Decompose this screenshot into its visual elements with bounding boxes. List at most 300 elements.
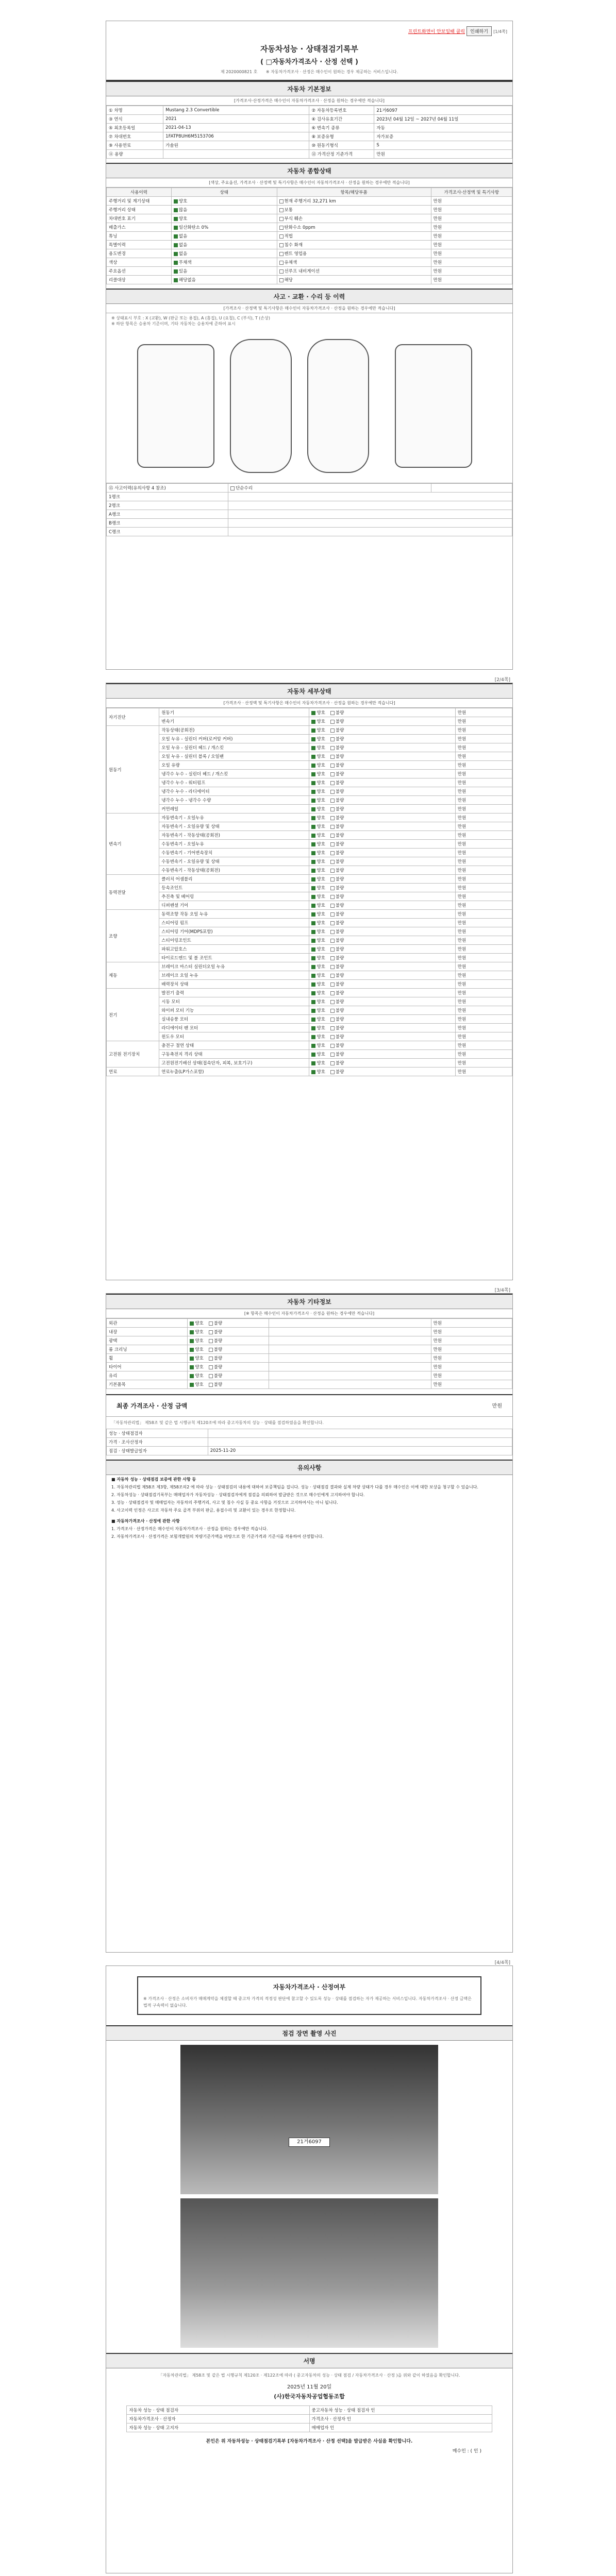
good-checkbox[interactable] — [311, 728, 315, 733]
detail-state — [309, 796, 455, 805]
detail-fee: 만원 — [455, 1032, 512, 1041]
detail-fee: 만원 — [455, 936, 512, 945]
etc-bad-checkbox[interactable] — [209, 1321, 213, 1326]
good-checkbox[interactable] — [311, 1009, 315, 1013]
detail-fee: 만원 — [455, 761, 512, 770]
status-row — [107, 197, 512, 206]
bad-label: 불량 — [335, 1061, 344, 1066]
detail-state — [309, 910, 455, 919]
good-checkbox[interactable] — [311, 720, 315, 724]
detail-item: 냉각수 누수 - 실린더 헤드 / 개스킷 — [159, 770, 309, 778]
detail-state — [309, 997, 455, 1006]
bad-checkbox[interactable] — [330, 755, 335, 759]
basic-label: ⑤ 최초등록일 — [107, 124, 163, 132]
detail-item: 스티어링 펌프 — [159, 919, 309, 927]
status-text: 탄화수소 0ppm — [284, 225, 315, 230]
etc-fee: 만원 — [431, 1380, 512, 1389]
good-checkbox[interactable] — [311, 1018, 315, 1022]
status-text: 해당없음 — [178, 278, 196, 283]
bad-label: 불량 — [335, 1017, 344, 1022]
status-cell — [171, 258, 277, 267]
detail-fee: 만원 — [455, 910, 512, 919]
good-label: 양호 — [317, 921, 325, 926]
bad-checkbox[interactable] — [330, 939, 335, 943]
bad-checkbox[interactable] — [330, 790, 335, 794]
etc-good-checkbox[interactable] — [190, 1357, 194, 1361]
status-checkbox[interactable] — [279, 199, 284, 204]
detail-group: 고전원 전기장치 — [107, 1041, 159, 1067]
bad-checkbox[interactable] — [330, 1070, 335, 1074]
photo-rear — [180, 2198, 438, 2348]
bad-checkbox[interactable] — [330, 720, 335, 724]
bad-label: 불량 — [335, 956, 344, 961]
bad-checkbox[interactable] — [330, 921, 335, 925]
good-checkbox[interactable] — [311, 921, 315, 925]
detail-item: 자동변속기 - 오일유량 및 상태 — [159, 822, 309, 831]
bad-checkbox[interactable] — [330, 974, 335, 978]
detail-item: 시동 모터 — [159, 997, 309, 1006]
doc-note: ※ 자동차가격조사 · 산정은 매수인이 원하는 경우 제공하는 서비스입니다. — [265, 70, 398, 74]
detail-fee: 만원 — [455, 805, 512, 814]
bad-checkbox[interactable] — [330, 982, 335, 987]
basic-value: 만원 — [374, 150, 512, 159]
good-label: 양호 — [317, 824, 325, 829]
basic-row — [107, 106, 512, 115]
basic-info-table — [106, 106, 512, 159]
bad-checkbox[interactable] — [330, 825, 335, 829]
detail-row — [107, 945, 512, 954]
etc-bad-checkbox[interactable] — [209, 1374, 213, 1378]
detail-fee: 만원 — [455, 927, 512, 936]
bad-checkbox[interactable] — [330, 930, 335, 934]
status-cell — [277, 214, 431, 223]
status-text: 리콜대상 — [109, 278, 126, 283]
etc-detail — [269, 1354, 431, 1363]
bad-label: 불량 — [335, 991, 344, 996]
etc-good-checkbox[interactable] — [190, 1365, 194, 1369]
detail-row — [107, 735, 512, 743]
bad-checkbox[interactable] — [330, 781, 335, 785]
good-label: 양호 — [317, 763, 325, 768]
car-bottom-view — [307, 339, 369, 473]
basic-label: ① 차명 — [107, 106, 163, 115]
status-text: 일산화탄소 0% — [178, 225, 209, 230]
detail-fee: 만원 — [455, 892, 512, 901]
bad-checkbox[interactable] — [330, 1026, 335, 1030]
status-cell — [171, 232, 277, 241]
good-label: 양호 — [317, 1026, 325, 1031]
detail-fee: 만원 — [455, 1015, 512, 1024]
detail-state — [309, 919, 455, 927]
status-checkbox[interactable] — [279, 252, 284, 256]
status-text: 만원 — [433, 278, 442, 283]
detail-state — [309, 1059, 455, 1067]
good-checkbox[interactable] — [311, 1061, 315, 1065]
etc-item: 광택 — [107, 1336, 188, 1345]
good-checkbox[interactable] — [311, 886, 315, 890]
good-checkbox[interactable] — [311, 956, 315, 960]
status-checkbox[interactable] — [279, 208, 284, 212]
bad-label: 불량 — [335, 798, 344, 803]
bad-label: 불량 — [335, 772, 344, 777]
basic-label: ⑫ 가격산정 기준가격 — [309, 150, 374, 159]
bad-label: 불량 — [335, 982, 344, 987]
good-label: 양호 — [317, 816, 325, 821]
good-checkbox[interactable] — [311, 799, 315, 803]
status-cell — [107, 241, 172, 249]
status-text: 현재 주행거리 32,271 km — [284, 199, 336, 204]
good-checkbox[interactable] — [311, 737, 315, 741]
bad-checkbox[interactable] — [330, 991, 335, 995]
bad-label: 불량 — [335, 763, 344, 768]
status-cell — [431, 276, 512, 284]
caution-p1: 1. 자동차관리법 제58조 제3항, 제58조의2 에 따라 성능 · 상태점검의 내용에 대하여 보증책임을 집니다. 성능 · 상태점검 결과와 실제 차량 상태가 다를 경우 매수인은 이에 대한 보상을 청구할 수 있습니다. — [111, 1485, 478, 1489]
detail-fee: 만원 — [455, 1050, 512, 1059]
good-checkbox[interactable] — [311, 895, 315, 899]
good-label: 양호 — [317, 1070, 325, 1075]
good-checkbox[interactable] — [311, 930, 315, 934]
status-checkbox[interactable] — [174, 252, 178, 256]
detail-row — [107, 717, 512, 726]
status-text: 많음 — [178, 208, 188, 213]
bad-label: 불량 — [335, 973, 344, 978]
detail-row — [107, 857, 512, 866]
etc-bad-checkbox[interactable] — [209, 1383, 213, 1387]
bad-checkbox[interactable] — [330, 912, 335, 917]
bad-checkbox[interactable] — [330, 799, 335, 803]
status-checkbox[interactable] — [279, 278, 284, 282]
detail-row — [107, 770, 512, 778]
status-checkbox[interactable] — [279, 261, 284, 265]
car-left-view — [137, 344, 214, 468]
etc-bad-checkbox[interactable] — [209, 1365, 213, 1369]
etc-bad-checkbox[interactable] — [209, 1357, 213, 1361]
status-cell — [107, 214, 172, 223]
basic-value — [163, 150, 309, 159]
print-button[interactable]: 인쇄하기 — [467, 26, 492, 36]
status-text: 양호 — [178, 199, 188, 204]
good-checkbox[interactable] — [311, 974, 315, 978]
good-checkbox[interactable] — [311, 825, 315, 829]
etc-detail — [269, 1380, 431, 1389]
detail-row — [107, 805, 512, 814]
detail-fee: 만원 — [455, 954, 512, 962]
status-cell — [277, 241, 431, 249]
good-checkbox[interactable] — [311, 991, 315, 995]
bad-checkbox[interactable] — [330, 711, 335, 715]
status-cell — [107, 276, 172, 284]
bad-checkbox[interactable] — [330, 1009, 335, 1013]
detail-state — [309, 805, 455, 814]
detail-fee: 만원 — [455, 857, 512, 866]
bad-label: 불량 — [335, 903, 344, 908]
page-2-number: [2/4쪽] — [494, 677, 510, 683]
good-checkbox[interactable] — [311, 1035, 315, 1039]
detail-fee: 만원 — [455, 980, 512, 989]
etc-good-checkbox[interactable] — [190, 1339, 194, 1343]
status-text: 유채색 — [284, 260, 297, 265]
status-text: 차대번호 표기 — [109, 216, 136, 222]
good-checkbox[interactable] — [311, 834, 315, 838]
good-checkbox[interactable] — [311, 1026, 315, 1030]
detail-fee: 만원 — [455, 884, 512, 892]
basic-value: 21거6097 — [374, 106, 512, 115]
good-checkbox[interactable] — [311, 947, 315, 952]
detail-row — [107, 822, 512, 831]
buyer-signature: 매수인 : ( 인 ) — [452, 2449, 481, 2454]
detail-group: 자기진단 — [107, 708, 159, 726]
page-3 — [106, 1288, 513, 1953]
status-text: 무채색 — [178, 260, 192, 265]
etc-bad-checkbox[interactable] — [209, 1339, 213, 1343]
basic-label: ⑥ 변속기 종류 — [309, 124, 374, 132]
etc-good-checkbox[interactable] — [190, 1321, 194, 1326]
bad-checkbox[interactable] — [330, 1044, 335, 1048]
good-checkbox[interactable] — [311, 851, 315, 855]
rank-b-label: B랭크 — [107, 519, 228, 528]
good-checkbox[interactable] — [311, 755, 315, 759]
status-checkbox[interactable] — [279, 217, 284, 221]
detail-row — [107, 866, 512, 875]
detail-state — [309, 954, 455, 962]
page-4 — [106, 1960, 513, 2573]
detail-item: 수동변속기 - 작동상태(공회전) — [159, 866, 309, 875]
bad-label: 불량 — [335, 728, 344, 733]
bad-checkbox[interactable] — [330, 834, 335, 838]
good-label: 양호 — [317, 999, 325, 1005]
etc-bad-checkbox[interactable] — [209, 1348, 213, 1352]
bad-checkbox[interactable] — [330, 1000, 335, 1004]
good-checkbox[interactable] — [311, 842, 315, 846]
bad-checkbox[interactable] — [330, 904, 335, 908]
bad-checkbox[interactable] — [330, 886, 335, 890]
detail-row — [107, 708, 512, 717]
status-checkbox[interactable] — [174, 269, 178, 274]
etc-good: 양호 — [195, 1347, 204, 1352]
bad-label: 불량 — [335, 824, 344, 829]
status-checkbox[interactable] — [174, 243, 178, 247]
good-checkbox[interactable] — [311, 869, 315, 873]
detail-fee: 만원 — [455, 1059, 512, 1067]
status-text: 적법 — [284, 234, 293, 239]
detail-item: 동력조향 작동 오일 누유 — [159, 910, 309, 919]
status-checkbox[interactable] — [279, 269, 284, 274]
status-cell — [107, 258, 172, 267]
detail-state — [309, 945, 455, 954]
good-checkbox[interactable] — [311, 772, 315, 776]
detail-item: 스티어링 기어(MDPS포함) — [159, 927, 309, 936]
etc-good: 양호 — [195, 1321, 204, 1326]
caution-p3: 3. 성능 · 상태점검자 및 매매업자는 자동차의 주행거리, 사고 및 침수 사실 등 중요 사항을 거짓으로 고지하여서는 아니 됩니다. — [111, 1500, 338, 1505]
bad-checkbox[interactable] — [330, 816, 335, 820]
good-checkbox[interactable] — [311, 965, 315, 969]
status-checkbox[interactable] — [174, 208, 178, 212]
etc-title: 자동차 기타정보 — [106, 1294, 512, 1309]
bad-checkbox[interactable] — [330, 947, 335, 952]
bad-label: 불량 — [335, 737, 344, 742]
detail-row — [107, 752, 512, 761]
good-label: 양호 — [317, 982, 325, 987]
detail-item: 수동변속기 - 기어변속장치 — [159, 849, 309, 857]
bad-checkbox[interactable] — [330, 869, 335, 873]
status-checkbox[interactable] — [174, 226, 178, 230]
detail-fee: 만원 — [455, 945, 512, 954]
etc-good: 양호 — [195, 1365, 204, 1370]
bad-checkbox[interactable] — [330, 860, 335, 864]
etc-state — [188, 1371, 269, 1380]
status-text: 보통 — [284, 208, 293, 213]
basic-value: 자가보증 — [374, 132, 512, 141]
sign-law: 「자동차관리법」 제58조 및 같은 법 시행규칙 제120조 · 제122조에 따라 ( 중고자동차의 성능 · 상태 점검 / 자동차가격조사 · 산정 )을 위와 같이 하였음을 확인합니다. — [158, 2373, 460, 2378]
sign-value-1: 중고자동차 성능 · 상태 점검자 인 — [309, 2406, 492, 2415]
good-checkbox[interactable] — [311, 746, 315, 750]
good-checkbox[interactable] — [311, 816, 315, 820]
page-1 — [106, 21, 513, 670]
rank2-label: 2랭크 — [107, 501, 228, 510]
status-checkbox[interactable] — [174, 261, 178, 265]
photo-front — [180, 2045, 438, 2194]
good-checkbox[interactable] — [311, 781, 315, 785]
good-label: 양호 — [317, 719, 325, 724]
detail-item: 스티어링조인트 — [159, 936, 309, 945]
plate-label: 21거6097 — [289, 2138, 330, 2147]
consent-box — [137, 1976, 481, 2015]
etc-item: 휠 — [107, 1354, 188, 1363]
status-checkbox[interactable] — [279, 234, 284, 239]
good-checkbox[interactable] — [311, 1053, 315, 1057]
page-4-number: [4/4쪽] — [494, 1960, 510, 1965]
detail-item: 변속기 — [159, 717, 309, 726]
bad-checkbox[interactable] — [330, 728, 335, 733]
detail-state — [309, 1006, 455, 1015]
etc-good-checkbox[interactable] — [190, 1374, 194, 1378]
good-checkbox[interactable] — [311, 939, 315, 943]
good-checkbox[interactable] — [311, 711, 315, 715]
detail-fee: 만원 — [455, 752, 512, 761]
bad-checkbox[interactable] — [330, 877, 335, 882]
bad-checkbox[interactable] — [330, 1053, 335, 1057]
detail-item: 오일 누유 - 실린더 헤드 / 개스킷 — [159, 743, 309, 752]
status-checkbox[interactable] — [174, 278, 178, 282]
etc-good: 양호 — [195, 1382, 204, 1387]
detail-fee: 만원 — [455, 770, 512, 778]
bad-checkbox[interactable] — [330, 965, 335, 969]
status-cell — [431, 258, 512, 267]
good-checkbox[interactable] — [311, 790, 315, 794]
detail-state — [309, 840, 455, 849]
good-checkbox[interactable] — [311, 1044, 315, 1048]
good-checkbox[interactable] — [311, 904, 315, 908]
status-checkbox[interactable] — [174, 217, 178, 221]
etc-good-checkbox[interactable] — [190, 1383, 194, 1387]
bad-checkbox[interactable] — [330, 807, 335, 811]
etc-good-checkbox[interactable] — [190, 1330, 194, 1334]
basic-row — [107, 150, 512, 159]
damage-title: 사고 · 교환 · 수리 등 이력 — [106, 289, 512, 304]
status-cell — [431, 197, 512, 206]
detail-fee: 만원 — [455, 814, 512, 822]
bad-checkbox[interactable] — [330, 851, 335, 855]
status-text: 배출가스 — [109, 225, 126, 230]
bad-checkbox[interactable] — [330, 842, 335, 846]
good-checkbox[interactable] — [311, 1000, 315, 1004]
detail-row — [107, 884, 512, 892]
etc-detail — [269, 1319, 431, 1328]
good-checkbox[interactable] — [311, 807, 315, 811]
detail-state — [309, 857, 455, 866]
etc-row — [107, 1354, 512, 1363]
bad-checkbox[interactable] — [330, 772, 335, 776]
bad-checkbox[interactable] — [330, 1035, 335, 1039]
good-checkbox[interactable] — [311, 912, 315, 917]
bad-checkbox[interactable] — [330, 1061, 335, 1065]
detail-row — [107, 954, 512, 962]
detail-row — [107, 1067, 512, 1076]
bad-label: 불량 — [335, 938, 344, 943]
detail-state — [309, 936, 455, 945]
photos-title: 점검 장면 촬영 사진 — [106, 2025, 512, 2041]
detail-fee: 만원 — [455, 962, 512, 971]
detail-item: 배력장치 상태 — [159, 980, 309, 989]
bad-checkbox[interactable] — [330, 764, 335, 768]
detail-row — [107, 1006, 512, 1015]
bad-label: 불량 — [335, 1026, 344, 1031]
etc-good-checkbox[interactable] — [190, 1348, 194, 1352]
etc-detail — [269, 1336, 431, 1345]
detail-item: 작동상태(공회전) — [159, 726, 309, 735]
doc-number: 제 2020000821 호 — [220, 70, 258, 74]
detail-item: 냉각수 누수 - 라디에이터 — [159, 787, 309, 796]
detail-item: 발전기 출력 — [159, 989, 309, 997]
status-text: 만원 — [433, 208, 442, 213]
good-checkbox[interactable] — [311, 764, 315, 768]
good-checkbox[interactable] — [311, 1070, 315, 1074]
etc-state — [188, 1336, 269, 1345]
detail-title: 자동차 세부상태 — [106, 683, 512, 699]
detail-item: 타이로드엔드 및 볼 조인트 — [159, 954, 309, 962]
etc-bad-checkbox[interactable] — [209, 1330, 213, 1334]
detail-fee: 만원 — [455, 796, 512, 805]
status-text: 만원 — [433, 243, 442, 248]
status-checkbox[interactable] — [279, 226, 284, 230]
detail-item: 오일 유량 — [159, 761, 309, 770]
bad-label: 불량 — [335, 807, 344, 812]
detail-row — [107, 989, 512, 997]
bad-label: 불량 — [335, 842, 344, 847]
status-row — [107, 241, 512, 249]
bad-checkbox[interactable] — [330, 956, 335, 960]
status-checkbox[interactable] — [174, 199, 178, 204]
bad-checkbox[interactable] — [330, 1018, 335, 1022]
status-checkbox[interactable] — [279, 243, 284, 247]
print-notice-link[interactable]: 프린트화면이 안보일때 클릭 — [408, 29, 465, 35]
good-checkbox[interactable] — [311, 982, 315, 987]
detail-item: 등속조인트 — [159, 884, 309, 892]
detail-item: 오일 누유 - 실린더 커버(로커암 커버) — [159, 735, 309, 743]
good-checkbox[interactable] — [311, 860, 315, 864]
detail-row — [107, 962, 512, 971]
bad-checkbox[interactable] — [330, 895, 335, 899]
detail-fee: 만원 — [455, 831, 512, 840]
good-label: 양호 — [317, 754, 325, 759]
accident-no-checkbox[interactable] — [230, 486, 235, 490]
status-checkbox[interactable] — [174, 234, 178, 239]
good-label: 양호 — [317, 772, 325, 777]
bad-checkbox[interactable] — [330, 746, 335, 750]
good-checkbox[interactable] — [311, 877, 315, 882]
detail-state — [309, 1024, 455, 1032]
bad-checkbox[interactable] — [330, 737, 335, 741]
